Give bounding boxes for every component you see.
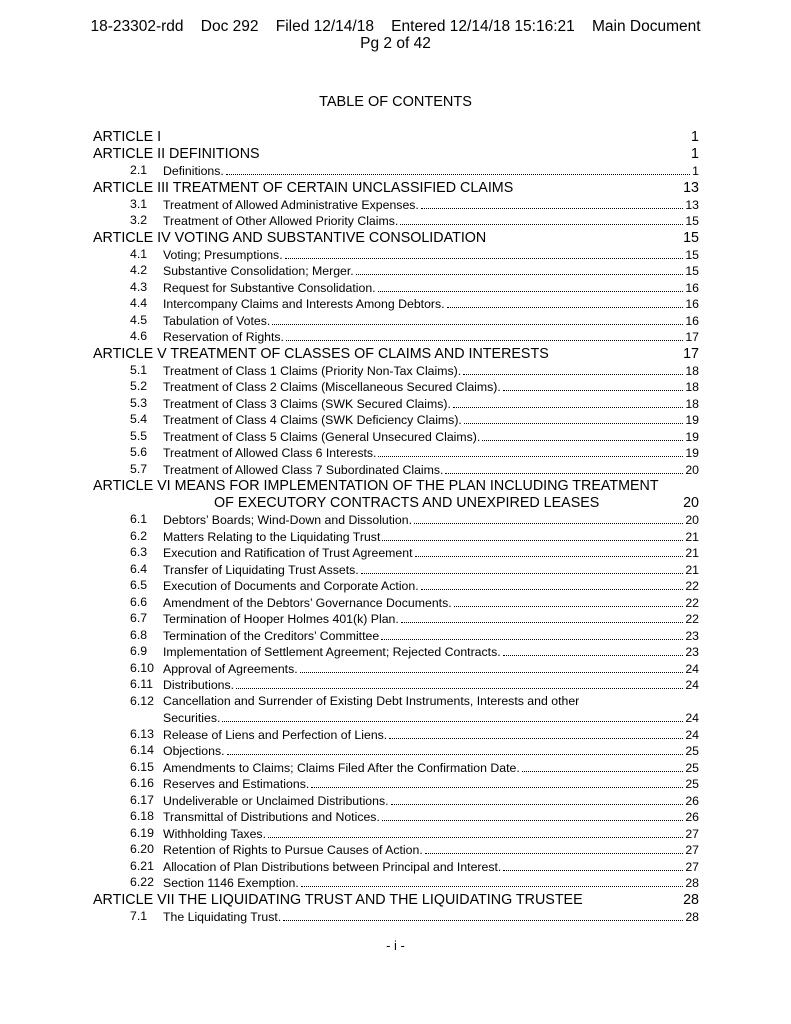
page-number: 27 — [685, 826, 699, 841]
dot-leader — [381, 628, 683, 640]
page-number: 15 — [685, 247, 699, 262]
section-title: Approval of Agreements. — [163, 661, 298, 676]
toc-section[interactable] — [0, 263, 791, 280]
section-number: 6.11 — [130, 677, 154, 691]
page-number: 17 — [685, 330, 699, 344]
page-number: 18 — [685, 396, 699, 411]
page-number: 18 — [685, 363, 699, 378]
page-number: 1 — [691, 146, 699, 162]
dot-leader — [378, 280, 684, 292]
dot-leader — [391, 793, 684, 805]
section-number: 6.21 — [130, 858, 154, 873]
dot-leader — [382, 529, 683, 541]
toc-section[interactable] — [0, 529, 791, 546]
page-number: 17 — [683, 345, 699, 362]
page-number: 1 — [692, 164, 699, 178]
dot-leader — [503, 379, 683, 391]
page-number: 15 — [685, 264, 699, 278]
dot-leader — [425, 842, 684, 854]
section-number: 6.20 — [130, 842, 154, 856]
section-number: 4.1 — [130, 246, 148, 261]
section-number: 6.13 — [130, 726, 154, 741]
dot-leader — [311, 776, 683, 788]
toc-section-continuation[interactable] — [0, 710, 791, 727]
page-number: 25 — [685, 760, 699, 775]
section-title: Treatment of Allowed Administrative Expenses. — [163, 197, 419, 212]
section-title: Definitions. — [163, 164, 224, 178]
section-title: Voting; Presumptions. — [163, 247, 283, 262]
page-number: 22 — [685, 579, 699, 593]
toc-section[interactable] — [0, 842, 791, 859]
section-title: Objections. — [163, 744, 225, 758]
table-of-contents — [0, 129, 791, 925]
page-number: 23 — [685, 645, 699, 659]
page-number: 27 — [685, 859, 699, 874]
section-title: Reserves and Estimations. — [163, 777, 310, 791]
dot-leader — [415, 545, 684, 557]
page-number: 24 — [685, 711, 699, 725]
section-title: Transfer of Liquidating Trust Assets. — [163, 562, 359, 577]
page-number: 20 — [683, 495, 699, 511]
page-number: 21 — [685, 529, 699, 544]
dot-leader — [389, 727, 683, 739]
section-number: 6.8 — [130, 627, 148, 642]
section-number: 4.5 — [130, 312, 148, 327]
section-number: 6.2 — [130, 528, 148, 543]
page-number: 20 — [685, 462, 699, 477]
dot-leader — [463, 363, 683, 375]
dot-leader — [522, 760, 684, 772]
dot-leader — [414, 512, 683, 524]
page-number: 20 — [685, 513, 699, 527]
section-number: 5.1 — [130, 362, 148, 377]
section-title: Treatment of Class 3 Claims (SWK Secured Claims). — [163, 396, 451, 411]
section-number: 6.15 — [130, 759, 154, 774]
dot-leader — [300, 661, 684, 673]
section-number: 6.3 — [130, 545, 148, 559]
toc-article[interactable] — [0, 146, 791, 163]
section-title: Debtors’ Boards; Wind-Down and Dissolution. — [163, 513, 413, 527]
section-number: 6.19 — [130, 825, 154, 840]
article-label: ARTICLE VII THE LIQUIDATING TRUST AND THE LIQUIDATING TRUSTEE — [93, 891, 583, 908]
page-number: 15 — [685, 214, 699, 228]
page-number: 21 — [685, 546, 699, 560]
section-title: Amendment of the Debtors’ Governance Documents. — [163, 595, 452, 610]
section-title: Distributions. — [163, 678, 235, 692]
section-title-continuation: Securities. — [163, 711, 221, 725]
toc-section[interactable] — [0, 793, 791, 810]
section-number: 6.12 — [130, 693, 154, 708]
toc-section[interactable] — [0, 760, 791, 777]
section-number: 5.5 — [130, 428, 148, 443]
dot-leader — [285, 247, 684, 259]
section-title: Intercompany Claims and Interests Among Debtors. — [163, 297, 445, 311]
page-number: 21 — [685, 562, 699, 577]
toc-section[interactable] — [0, 363, 791, 380]
section-number: 6.1 — [130, 512, 148, 526]
section-number: 6.22 — [130, 875, 154, 889]
section-title: Retention of Rights to Pursue Causes of Action. — [163, 843, 423, 857]
toc-section[interactable] — [0, 661, 791, 678]
section-number: 4.2 — [130, 263, 148, 277]
section-title: Section 1146 Exemption. — [163, 876, 299, 890]
section-title: Treatment of Allowed Class 6 Interests. — [163, 446, 377, 460]
page-number: 19 — [685, 429, 699, 444]
toc-article-continuation[interactable] — [0, 495, 791, 512]
toc-section[interactable] — [0, 313, 791, 330]
toc-article[interactable] — [0, 230, 791, 247]
dot-leader — [503, 644, 684, 656]
toc-section[interactable] — [0, 859, 791, 876]
page-number: 28 — [685, 909, 699, 924]
dot-leader — [421, 197, 683, 209]
section-title: Transmittal of Distributions and Notices. — [163, 810, 380, 824]
page-number: 16 — [685, 297, 699, 311]
page-number: 16 — [685, 280, 699, 295]
article-label-continuation: OF EXECUTORY CONTRACTS AND UNEXPIRED LEASES — [214, 495, 600, 511]
section-number: 5.4 — [130, 412, 148, 426]
section-title: Treatment of Other Allowed Priority Claims. — [163, 214, 399, 228]
dot-leader — [222, 710, 683, 722]
toc-section[interactable] — [0, 462, 791, 479]
section-number: 6.14 — [130, 743, 154, 757]
toc-section[interactable] — [0, 595, 791, 612]
section-number: 3.2 — [130, 213, 148, 227]
dot-leader — [464, 412, 683, 424]
section-number: 4.3 — [130, 279, 148, 294]
article-label: ARTICLE II DEFINITIONS — [93, 146, 260, 162]
dot-leader — [356, 263, 684, 275]
dot-leader — [236, 677, 683, 689]
filing-header-line: 18-23302-rdd Doc 292 Filed 12/14/18 Entered 12/14/18 15:16:21 Main Document — [90, 18, 701, 35]
dot-leader — [268, 826, 683, 838]
section-number: 6.10 — [130, 660, 154, 675]
toc-section[interactable] — [0, 429, 791, 446]
article-label: ARTICLE IV VOTING AND SUBSTANTIVE CONSOLIDATION — [93, 229, 487, 246]
toc-section[interactable] — [0, 776, 791, 793]
article-label: ARTICLE III TREATMENT OF CERTAIN UNCLASSIFIED CLAIMS — [93, 179, 514, 196]
toc-section[interactable] — [0, 611, 791, 628]
section-number: 4.4 — [130, 296, 148, 310]
section-title: Undeliverable or Unclaimed Distributions. — [163, 793, 389, 808]
dot-leader — [283, 909, 683, 921]
page-number: 16 — [685, 313, 699, 328]
toc-section[interactable] — [0, 445, 791, 462]
section-title: Withholding Taxes. — [163, 826, 266, 841]
page-number: 28 — [685, 876, 699, 890]
section-number: 5.2 — [130, 379, 148, 393]
section-number: 4.6 — [130, 329, 148, 343]
toc-section[interactable] — [0, 909, 791, 926]
section-number: 6.17 — [130, 792, 154, 807]
page-title: TABLE OF CONTENTS — [319, 94, 472, 110]
section-title: Termination of Hooper Holmes 401(k) Plan. — [163, 612, 399, 626]
section-title: Allocation of Plan Distributions between Principal and Interest. — [163, 859, 502, 874]
section-number: 6.4 — [130, 561, 148, 576]
toc-section[interactable] — [0, 677, 791, 694]
dot-leader — [421, 578, 684, 590]
toc-section[interactable] — [0, 727, 791, 744]
section-title: Request for Substantive Consolidation. — [163, 280, 376, 295]
section-number: 6.6 — [130, 594, 148, 609]
section-number: 5.7 — [130, 461, 148, 476]
toc-section[interactable] — [0, 379, 791, 396]
dot-leader — [382, 809, 683, 821]
section-title: Release of Liens and Perfection of Liens. — [163, 727, 388, 742]
dot-leader — [378, 445, 683, 457]
toc-section[interactable] — [0, 329, 791, 346]
page-number: 1 — [691, 129, 699, 145]
dot-leader — [361, 562, 684, 574]
page-number: 18 — [685, 380, 699, 394]
toc-section[interactable] — [0, 280, 791, 297]
article-label: ARTICLE V TREATMENT OF CLASSES OF CLAIMS AND INTERESTS — [93, 345, 549, 362]
filing-page-count: Pg 2 of 42 — [360, 35, 431, 52]
dot-leader — [454, 595, 684, 607]
toc-article[interactable] — [0, 478, 791, 495]
toc-section[interactable] — [0, 213, 791, 230]
section-number: 6.16 — [130, 776, 154, 790]
page-number: 13 — [683, 179, 699, 196]
toc-article[interactable] — [0, 346, 791, 363]
section-title: Reservation of Rights. — [163, 330, 284, 344]
toc-section[interactable] — [0, 512, 791, 529]
page-number: 22 — [685, 595, 699, 610]
toc-section[interactable] — [0, 247, 791, 264]
page-number: 19 — [685, 446, 699, 460]
dot-leader — [301, 875, 684, 887]
toc-section[interactable] — [0, 644, 791, 661]
section-title: Tabulation of Votes. — [163, 313, 271, 328]
section-number: 6.18 — [130, 809, 154, 823]
section-number: 6.5 — [130, 578, 148, 592]
dot-leader — [401, 611, 684, 623]
section-number: 6.9 — [130, 644, 148, 658]
dot-leader — [286, 329, 683, 341]
toc-section[interactable] — [0, 826, 791, 843]
page-number: 24 — [685, 727, 699, 742]
section-title: Execution and Ratification of Trust Agreement — [163, 546, 413, 560]
section-title: Amendments to Claims; Claims Filed After the Confirmation Date. — [163, 760, 520, 775]
section-title: Execution of Documents and Corporate Action. — [163, 579, 419, 593]
section-title: Treatment of Allowed Class 7 Subordinated Claims. — [163, 462, 444, 477]
page-number: 22 — [685, 612, 699, 626]
section-title: Treatment of Class 4 Claims (SWK Deficiency Claims). — [163, 413, 462, 427]
dot-leader — [400, 213, 683, 225]
page-number: 13 — [685, 197, 699, 212]
dot-leader — [482, 429, 683, 441]
toc-section[interactable] — [0, 163, 791, 180]
page-number: 25 — [685, 777, 699, 791]
page-number: 19 — [685, 413, 699, 427]
page-number: 26 — [685, 810, 699, 824]
section-number: 2.1 — [130, 163, 148, 177]
toc-article[interactable] — [0, 180, 791, 197]
dot-leader — [445, 462, 683, 474]
toc-section[interactable] — [0, 412, 791, 429]
dot-leader — [227, 743, 684, 755]
toc-section[interactable] — [0, 694, 791, 711]
toc-section[interactable] — [0, 743, 791, 760]
section-title: Treatment of Class 1 Claims (Priority Non-Tax Claims). — [163, 363, 462, 378]
section-number: 6.7 — [130, 611, 148, 625]
section-title: Treatment of Class 5 Claims (General Unsecured Claims). — [163, 429, 481, 444]
section-number: 7.1 — [130, 908, 148, 923]
toc-section[interactable] — [0, 197, 791, 214]
toc-section[interactable] — [0, 809, 791, 826]
toc-section[interactable] — [0, 396, 791, 413]
dot-leader — [226, 163, 690, 175]
toc-section[interactable] — [0, 875, 791, 892]
page-number: 25 — [685, 744, 699, 758]
article-label: ARTICLE I — [93, 129, 162, 145]
toc-section[interactable] — [0, 628, 791, 645]
page-number: 15 — [683, 229, 699, 246]
section-title: The Liquidating Trust. — [163, 909, 282, 924]
section-number: 3.1 — [130, 196, 148, 211]
page-footer-number: - i - — [386, 938, 405, 953]
toc-article[interactable] — [0, 129, 791, 146]
toc-section[interactable] — [0, 296, 791, 313]
section-title: Treatment of Class 2 Claims (Miscellaneous Secured Claims). — [163, 380, 501, 394]
page-number: 23 — [685, 628, 699, 643]
section-number: 5.6 — [130, 445, 148, 459]
toc-article[interactable] — [0, 892, 791, 909]
dot-leader — [447, 296, 684, 308]
section-title: Implementation of Settlement Agreement; Rejected Contracts. — [163, 645, 501, 659]
dot-leader — [503, 859, 683, 871]
page-number: 24 — [685, 678, 699, 692]
article-label: ARTICLE VI MEANS FOR IMPLEMENTATION OF THE PLAN INCLUDING TREATMENT — [93, 478, 659, 494]
dot-leader — [272, 313, 683, 325]
page-number: 28 — [683, 891, 699, 908]
section-title: Substantive Consolidation; Merger. — [163, 264, 354, 278]
dot-leader — [453, 396, 683, 408]
section-title: Matters Relating to the Liquidating Trust — [163, 529, 381, 544]
section-number: 5.3 — [130, 395, 148, 410]
page-number: 24 — [685, 661, 699, 676]
page-number: 27 — [685, 843, 699, 857]
toc-section[interactable] — [0, 562, 791, 579]
section-title: Termination of the Creditors’ Committee — [163, 628, 380, 643]
toc-section[interactable] — [0, 545, 791, 562]
toc-section[interactable] — [0, 578, 791, 595]
page-number: 26 — [685, 793, 699, 808]
section-title: Cancellation and Surrender of Existing Debt Instruments, Interests and other — [163, 693, 580, 708]
